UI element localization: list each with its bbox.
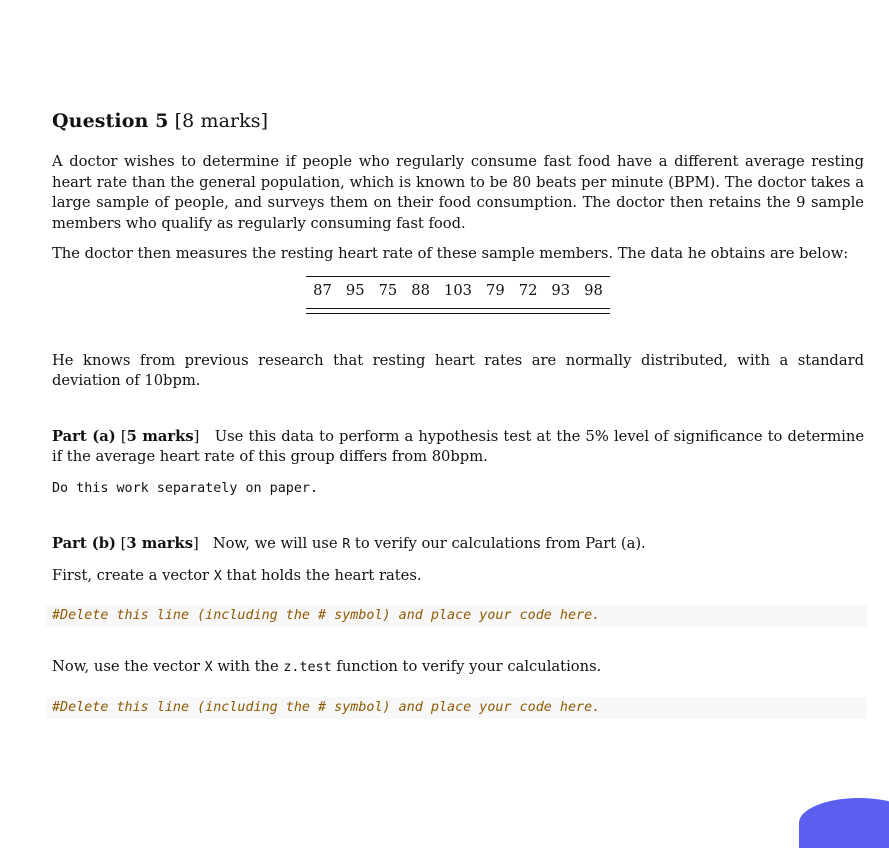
part-a-bracket-open: [ bbox=[120, 427, 127, 445]
part-b-text-before: Now, we will use bbox=[212, 535, 343, 552]
code-block-2[interactable]: #Delete this line (including the # symbol) and place your code here. bbox=[46, 697, 867, 719]
part-a-paragraph bbox=[52, 427, 864, 468]
table-cell: 75 bbox=[378, 281, 398, 299]
part-b-r-code: R bbox=[342, 537, 351, 552]
table-cell: 72 bbox=[518, 281, 538, 299]
part-b-bracket-close: ] bbox=[192, 535, 199, 552]
part-a-label: Part (a) bbox=[52, 427, 116, 445]
step2-text-after: function to verify your calculations. bbox=[331, 658, 602, 675]
table-cell: 98 bbox=[584, 281, 603, 299]
code-block-1[interactable]: #Delete this line (including the # symbol) and place your code here. bbox=[46, 605, 867, 627]
part-a-text: Use this data to perform a hypothesis test at the 5% level of significance to determine if the average heart rate of this group differs from 80bpm. bbox=[52, 427, 865, 465]
step2-text-mid: with the bbox=[212, 658, 284, 675]
table-cell: 88 bbox=[411, 281, 430, 299]
part-b-step1 bbox=[52, 566, 864, 588]
part-b-marks: 3 marks bbox=[126, 535, 193, 552]
table-cell: 95 bbox=[345, 281, 365, 299]
part-b-step2 bbox=[52, 657, 864, 679]
part-b-bracket-open: [ bbox=[120, 535, 127, 552]
table-bottom-rule bbox=[306, 308, 610, 314]
step1-text-after: that holds the heart rates. bbox=[221, 566, 422, 584]
step1-text-before: First, create a vector bbox=[52, 566, 214, 584]
step2-text-before: Now, use the vector bbox=[52, 658, 205, 675]
part-a-instruction-text: Do this work separately on paper. bbox=[52, 480, 319, 496]
distribution-paragraph: He knows from previous research that resting heart rates are normally distributed, with a standard deviation of 10bpm. bbox=[52, 351, 864, 389]
question-title bbox=[52, 110, 864, 132]
table-cell: 93 bbox=[551, 281, 571, 299]
heart-rate-table bbox=[306, 276, 610, 305]
part-b-text-after: to verify our calculations from Part (a). bbox=[350, 535, 646, 552]
table-row bbox=[306, 276, 610, 305]
data-table-wrapper bbox=[52, 276, 864, 314]
measure-paragraph: The doctor then measures the resting heart rate of these sample members. The data he obtains are below: bbox=[52, 245, 849, 262]
table-cell: 103 bbox=[443, 281, 473, 299]
corner-accent-shape[interactable] bbox=[799, 798, 889, 848]
intro-paragraph: A doctor wishes to determine if people who regularly consume fast food have a different average resting heart rate than the general population, which is known to be 80 beats per minute (BPM). The doctor takes a large sample of people, and surveys them on their food consumption. The doctor then retains the 9 sample members who qualify as regularly consuming fast food. bbox=[52, 153, 864, 232]
part-b-label: Part (b) bbox=[52, 535, 116, 552]
table-cell: 87 bbox=[313, 281, 332, 299]
table-cell: 79 bbox=[486, 281, 505, 299]
step2-code-x: X bbox=[204, 660, 213, 675]
question-page bbox=[52, 110, 864, 719]
step2-code-ztest: z.test bbox=[283, 660, 332, 675]
step1-code: X bbox=[213, 568, 222, 584]
question-number: Question 5 bbox=[52, 110, 169, 132]
part-a-bracket-close: ] bbox=[193, 427, 200, 445]
question-marks: [8 marks] bbox=[174, 110, 269, 132]
part-a-marks: 5 marks bbox=[126, 427, 194, 445]
part-b-paragraph bbox=[52, 534, 864, 556]
part-a-instruction bbox=[52, 478, 864, 500]
